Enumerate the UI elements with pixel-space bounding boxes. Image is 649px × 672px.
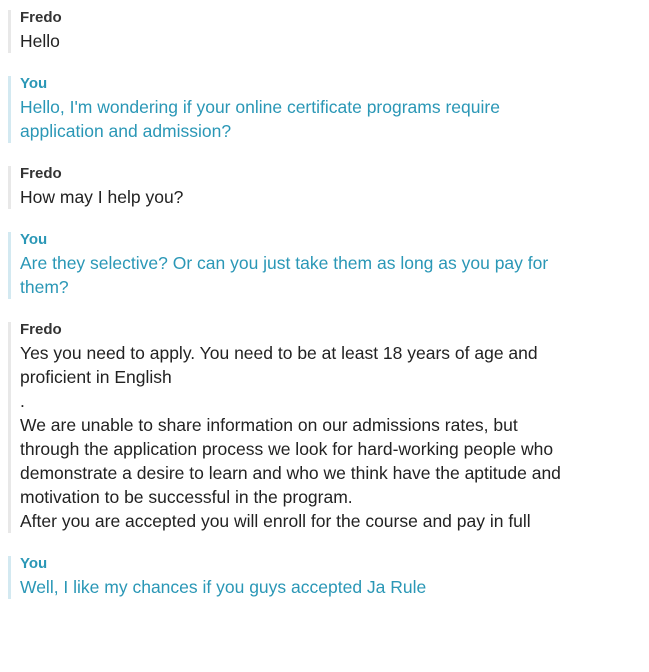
message-sender: You xyxy=(20,75,48,92)
message-sender: Fredo xyxy=(20,321,62,338)
message-text: Hello, I'm wondering if your online certificate programs require application and admission? xyxy=(20,97,500,141)
message-user xyxy=(0,74,649,143)
message-text: Hello xyxy=(20,31,60,51)
message-text: Well, I like my chances if you guys accepted Ja Rule xyxy=(20,577,427,597)
message-sender: You xyxy=(20,555,48,572)
message-user xyxy=(0,554,649,599)
message-sender: You xyxy=(20,231,48,248)
message-user xyxy=(0,230,649,299)
message-agent xyxy=(0,8,649,53)
message-text: Are they selective? Or can you just take them as long as you pay for them? xyxy=(20,253,549,297)
message-agent xyxy=(0,164,649,209)
message-sender: Fredo xyxy=(20,165,62,182)
message-sender: Fredo xyxy=(20,9,62,26)
message-text: Yes you need to apply. You need to be at least 18 years of age and proficient in English . We are unable to share information on our admissions rates, but through the application process we look for hard-working people who demonstrate a desire to learn and who we think have the aptitude and motivation to be successful in the program. After you are accepted you will enroll for the course and pay in full xyxy=(20,343,561,531)
message-agent xyxy=(0,320,649,533)
message-text: How may I help you? xyxy=(20,187,184,207)
